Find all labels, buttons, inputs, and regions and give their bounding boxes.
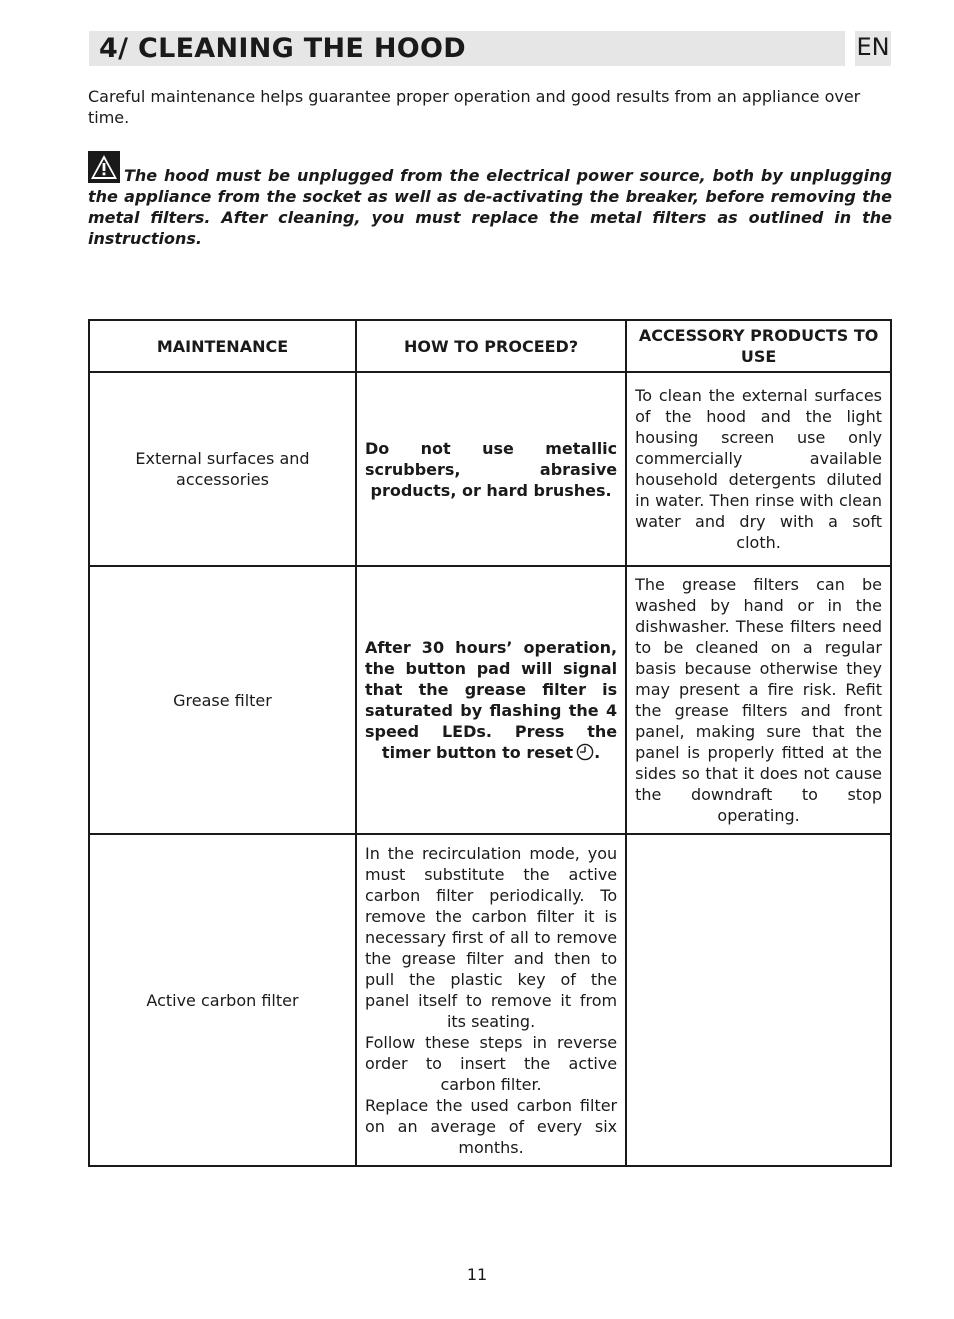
page-title: 4/ CLEANING THE HOOD	[99, 33, 466, 64]
cell-proceed-paragraph: Replace the used carbon filter on an average of every six months.	[364, 1095, 618, 1157]
warning-text: The hood must be unplugged from the electrical power source, both by unplugging the appliance from the socket as well as de-activating the breaker, before removing the metal filters. After cleaning, you must replace the metal filters as outlined in the instructions.	[88, 166, 892, 248]
cell-accessory	[626, 834, 891, 1166]
table-row	[89, 834, 891, 1166]
page-number: 11	[466, 1265, 488, 1284]
maintenance-table	[88, 319, 892, 1167]
cell-proceed: Do not use metallic scrubbers, abrasive products, or hard brushes.	[356, 372, 626, 566]
table-row	[89, 566, 891, 834]
cell-proceed-suffix: .	[594, 743, 601, 762]
intro-paragraph: Careful maintenance helps guarantee proper operation and good results from an appliance over time.	[88, 87, 861, 127]
cell-proceed-paragraph: In the recirculation mode, you must substitute the active carbon filter periodically. To remove the carbon filter it is necessary first of all to remove the grease filter and then to pull the plastic key of the panel itself to remove it from its seating.	[364, 843, 618, 1031]
table-header-row	[89, 320, 891, 372]
cell-maintenance: Active carbon filter	[89, 834, 356, 1166]
column-header-accessory-products: ACCESSORY PRODUCTS TO USE	[626, 320, 891, 372]
cell-accessory: To clean the external surfaces of the hood and the light housing screen use only commercially available household detergents diluted in water. Then rinse with clean water and dry with a soft cloth.	[626, 372, 891, 566]
cell-proceed	[356, 566, 626, 834]
column-header-maintenance: MAINTENANCE	[89, 320, 356, 372]
cell-proceed-paragraph: Follow these steps in reverse order to insert the active carbon filter.	[364, 1032, 618, 1094]
cell-accessory: The grease filters can be washed by hand or in the dishwasher. These filters need to be cleaned on a regular basis because otherwise they may present a fire risk. Refit the grease filters and front panel, making sure that the panel is properly fitted at the sides so that it does not cause the downdraft to stop operating.	[626, 566, 891, 834]
warning-triangle-icon	[88, 151, 120, 183]
language-badge: EN	[855, 31, 891, 66]
cell-proceed-text: After 30 hours’ operation, the button pad will signal that the grease filter is saturated by flashing the 4 speed LEDs. Press the timer button to reset	[364, 638, 618, 762]
warning-block	[88, 165, 892, 249]
cell-proceed	[356, 834, 626, 1166]
table-row	[89, 372, 891, 566]
column-header-how-to-proceed: HOW TO PROCEED?	[356, 320, 626, 372]
cell-maintenance: External surfaces and accessories	[89, 372, 356, 566]
section-header-bar	[89, 31, 845, 66]
timer-clock-icon	[576, 743, 594, 761]
cell-maintenance: Grease filter	[89, 566, 356, 834]
